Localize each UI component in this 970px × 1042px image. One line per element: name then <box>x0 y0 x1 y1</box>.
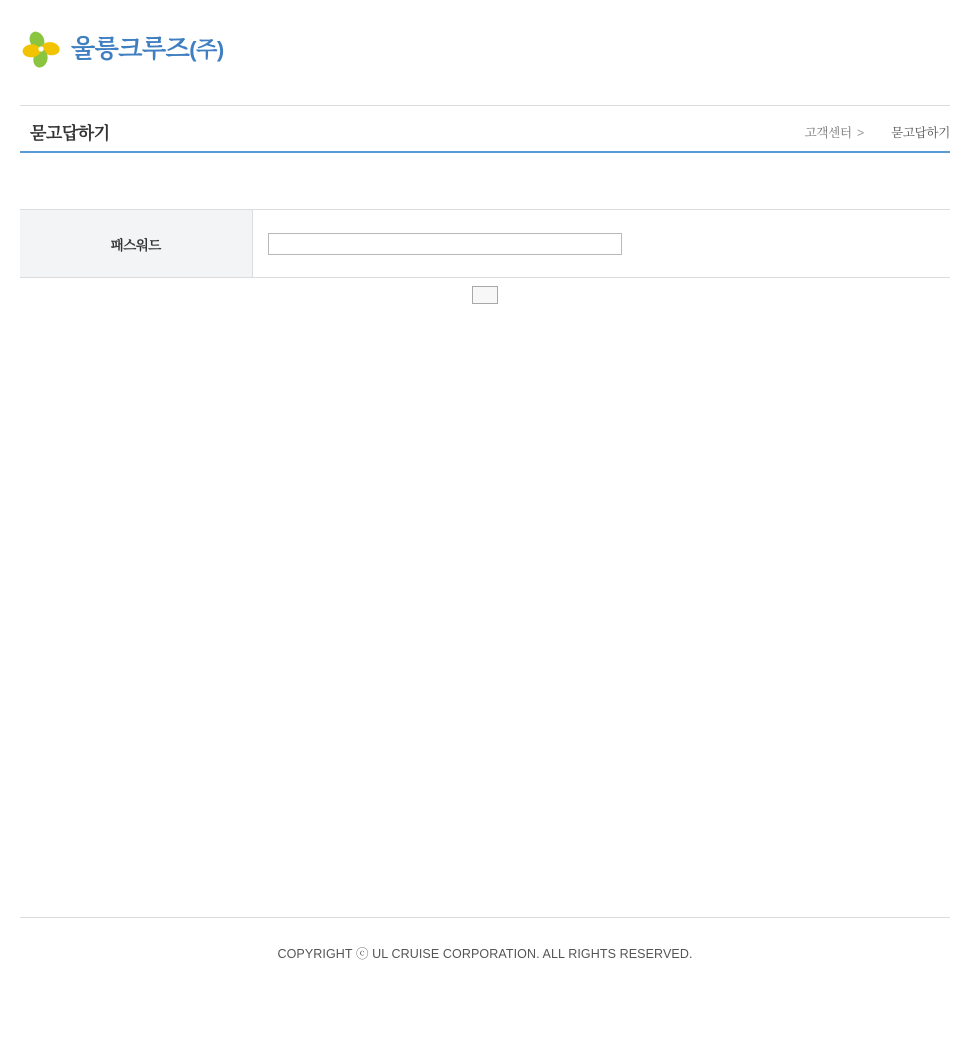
submit-button[interactable] <box>472 286 498 304</box>
table-row <box>20 210 950 278</box>
page-titlebar <box>20 105 950 153</box>
password-input[interactable] <box>268 233 622 255</box>
main-content <box>20 153 950 853</box>
breadcrumb-separator: > <box>856 126 864 140</box>
password-form-table <box>20 209 950 278</box>
site-footer <box>20 917 950 962</box>
site-header <box>0 0 970 105</box>
breadcrumb-current: 묻고답하기 <box>891 126 950 140</box>
breadcrumb-parent[interactable]: 고객센터 <box>804 126 852 140</box>
page-title: 묻고답하기 <box>30 124 110 143</box>
password-label: 패스워드 <box>20 210 252 278</box>
copyright-text: COPYRIGHT ⓒ UL CRUISE CORPORATION. ALL RIGHTS RESERVED. <box>277 947 693 961</box>
breadcrumb <box>805 123 950 141</box>
logo-main-text: 울릉크루즈 <box>71 34 190 63</box>
site-logo-text <box>71 34 224 63</box>
form-button-row <box>20 278 950 308</box>
pinwheel-flower-logo-icon <box>20 28 62 70</box>
site-logo-link[interactable] <box>20 28 224 70</box>
password-cell <box>252 210 950 278</box>
logo-suffix-text: (주) <box>189 36 224 62</box>
